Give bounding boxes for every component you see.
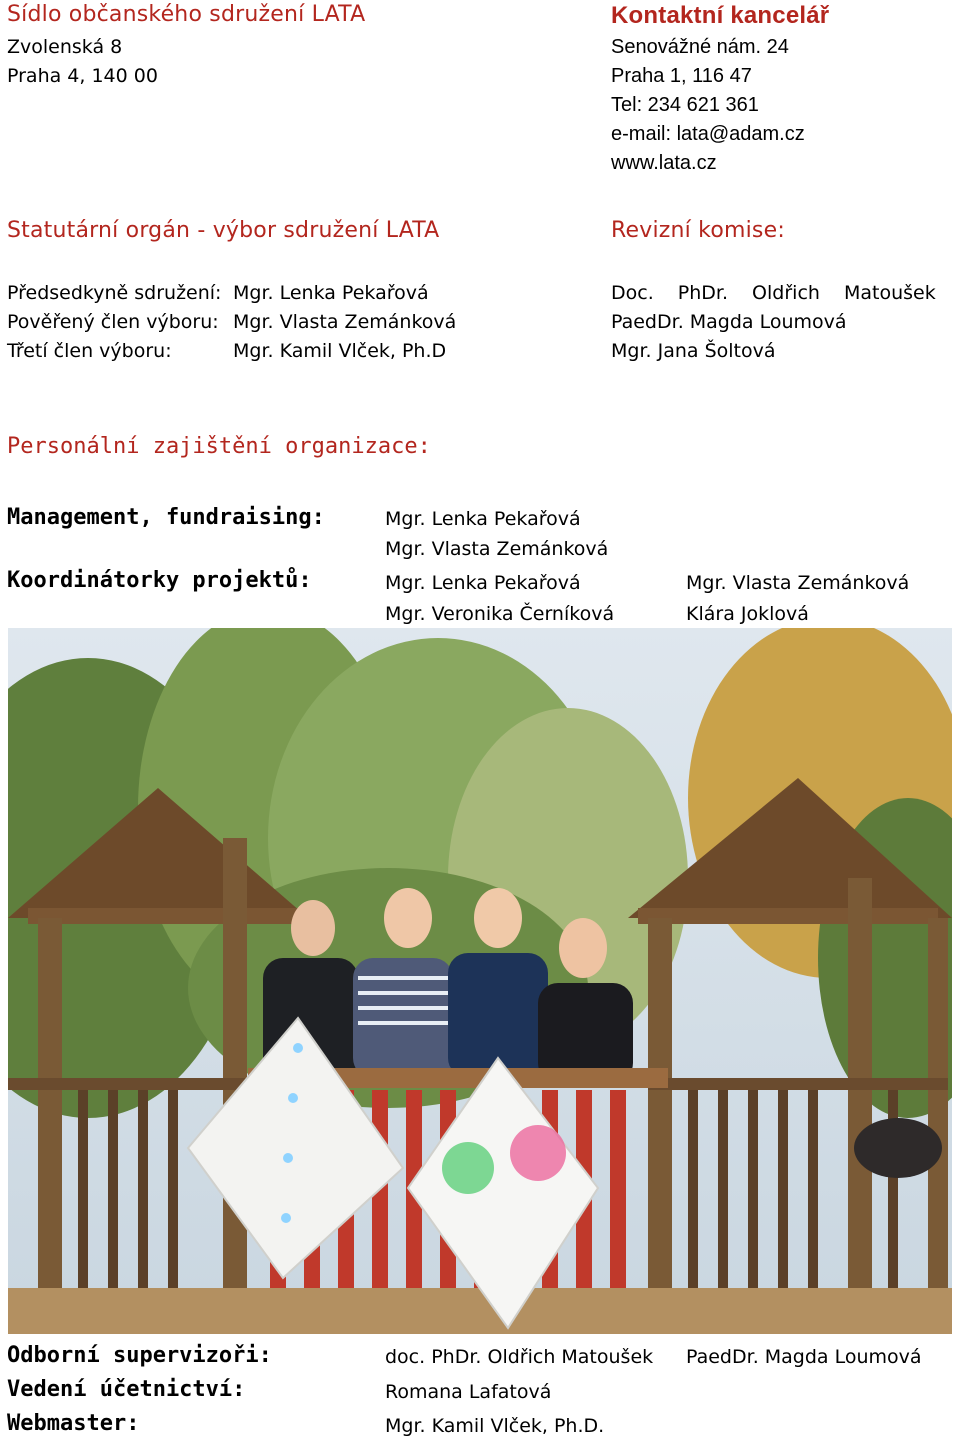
- board-name-2: Mgr. Vlasta Zemánková: [233, 311, 457, 333]
- audit-member-1: Doc. PhDr. Oldřich Matoušek: [611, 282, 936, 304]
- management-label: Management, fundraising:: [7, 505, 325, 530]
- hq-street: Zvolenská 8: [7, 36, 123, 58]
- coordinator-name-2: Mgr. Vlasta Zemánková: [686, 572, 910, 594]
- accounting-name: Romana Lafatová: [385, 1381, 552, 1403]
- supervisors-label: Odborní supervizoři:: [7, 1343, 272, 1368]
- board-role-3: Třetí člen výboru:: [7, 340, 172, 362]
- contact-web-link[interactable]: www.lata.cz: [611, 152, 717, 174]
- staff-title: Personální zajištění organizace:: [7, 434, 431, 459]
- management-name-1: Mgr. Lenka Pekařová: [385, 508, 581, 530]
- supervisor-name-1: doc. PhDr. Oldřich Matoušek: [385, 1346, 654, 1368]
- accounting-label: Vedení účetnictví:: [7, 1377, 246, 1402]
- contact-street: Senovážné nám. 24: [611, 36, 789, 58]
- coordinator-name-4: Klára Joklová: [686, 603, 809, 625]
- contact-phone: Tel: 234 621 361: [611, 94, 759, 116]
- board-name-1: Mgr. Lenka Pekařová: [233, 282, 429, 304]
- webmaster-name: Mgr. Kamil Vlček, Ph.D.: [385, 1415, 605, 1437]
- contact-email[interactable]: e-mail: lata@adam.cz: [611, 123, 805, 145]
- group-photo: [8, 628, 952, 1334]
- management-name-2: Mgr. Vlasta Zemánková: [385, 538, 609, 560]
- board-name-3: Mgr. Kamil Vlček, Ph.D: [233, 340, 447, 362]
- board-title: Statutární orgán - výbor sdružení LATA: [7, 218, 440, 243]
- audit-member-2: PaedDr. Magda Loumová: [611, 311, 847, 333]
- contact-city: Praha 1, 116 47: [611, 65, 752, 87]
- audit-title: Revizní komise:: [611, 218, 785, 243]
- board-role-1: Předsedkyně sdružení:: [7, 282, 222, 304]
- audit-member-3: Mgr. Jana Šoltová: [611, 340, 776, 362]
- contact-title: Kontaktní kancelář: [611, 2, 830, 29]
- coordinator-name-1: Mgr. Lenka Pekařová: [385, 572, 581, 594]
- webmaster-label: Webmaster:: [7, 1411, 140, 1436]
- group-photo-illustration: [8, 628, 952, 1334]
- hq-title: Sídlo občanského sdružení LATA: [7, 2, 366, 27]
- board-role-2: Pověřený člen výboru:: [7, 311, 219, 333]
- coordinator-name-3: Mgr. Veronika Černíková: [385, 603, 615, 625]
- hq-city: Praha 4, 140 00: [7, 65, 158, 87]
- supervisor-name-2: PaedDr. Magda Loumová: [686, 1346, 922, 1368]
- coordinators-label: Koordinátorky projektů:: [7, 568, 312, 593]
